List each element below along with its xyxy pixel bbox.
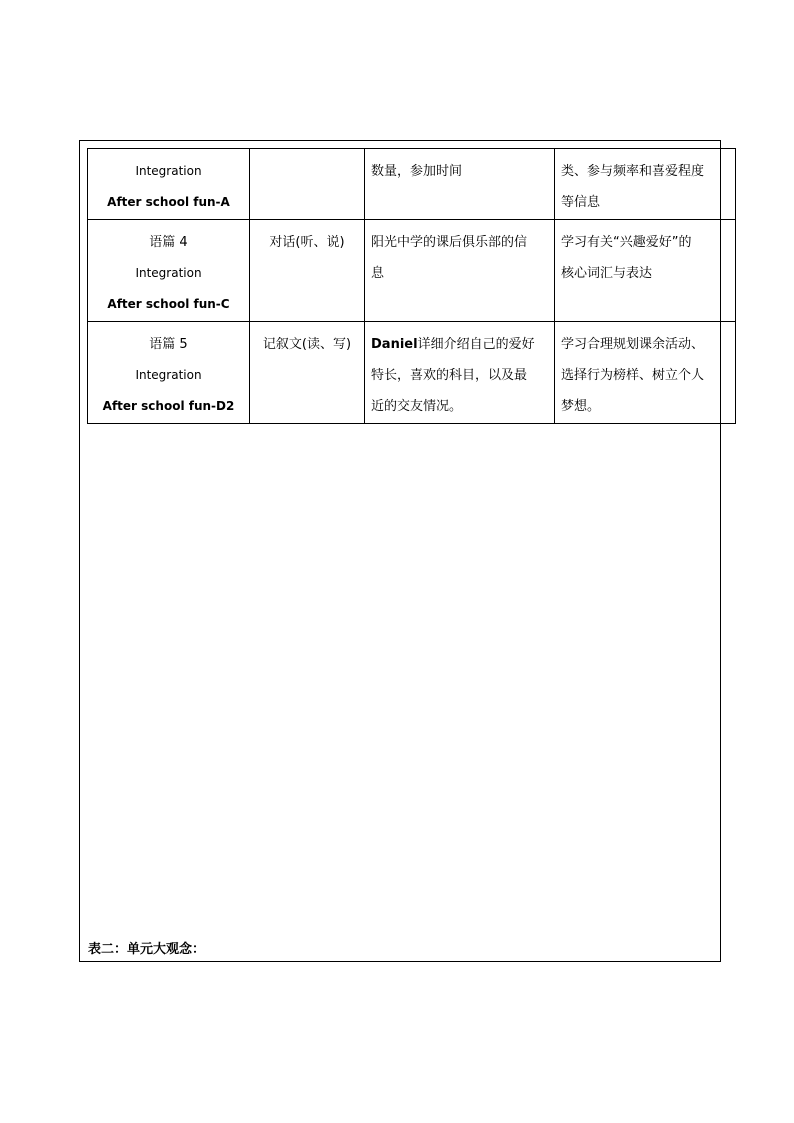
unit-text-table <box>87 148 736 424</box>
content-line: 数量，参加时间 <box>371 164 463 179</box>
content-text: 详细介绍自己的爱好 <box>417 337 535 352</box>
content-cell <box>365 149 555 220</box>
text-label: Integration <box>135 164 202 178</box>
goal-cell <box>555 220 736 322</box>
goal-cell <box>555 322 736 424</box>
goal-line: 学习有关“兴趣爱好”的 <box>561 235 692 250</box>
goal-cell <box>555 149 736 220</box>
content-line: 近的交友情况。 <box>371 399 463 414</box>
genre-cell <box>250 149 365 220</box>
content-line: 阳光中学的课后俱乐部的信 <box>371 235 528 250</box>
goal-line: 梦想。 <box>561 399 601 414</box>
goal-line: 学习合理规划课余活动、 <box>561 337 705 352</box>
table-row <box>88 322 736 424</box>
text-title-cell <box>88 220 250 322</box>
content-cell <box>365 220 555 322</box>
text-subtitle: After school fun-D2 <box>102 399 235 413</box>
text-number: 语篇 5 <box>149 337 188 352</box>
content-line: 息 <box>371 266 385 281</box>
text-number: 语篇 4 <box>149 235 188 250</box>
content-cell <box>365 322 555 424</box>
text-label: Integration <box>135 368 202 382</box>
genre-cell <box>250 322 365 424</box>
goal-line: 等信息 <box>561 195 601 210</box>
genre-cell <box>250 220 365 322</box>
content-line <box>371 329 548 360</box>
person-name: Daniel <box>371 337 418 352</box>
genre-label: 对话(听、说) <box>269 235 345 250</box>
text-label: Integration <box>135 266 202 280</box>
text-title-cell <box>88 149 250 220</box>
genre-label: 记叙文(读、写) <box>262 337 352 352</box>
text-title-cell <box>88 322 250 424</box>
goal-line: 类、参与频率和喜爱程度 <box>561 164 705 179</box>
table-row <box>88 149 736 220</box>
goal-line: 核心词汇与表达 <box>561 266 653 281</box>
text-subtitle: After school fun-A <box>107 195 230 209</box>
unit-big-idea-label: 表二：单元大观念： <box>88 942 206 957</box>
content-line: 特长，喜欢的科目，以及最 <box>371 368 528 383</box>
text-subtitle: After school fun-C <box>107 297 230 311</box>
table-row <box>88 220 736 322</box>
goal-line: 选择行为榜样、树立个人 <box>561 368 705 383</box>
